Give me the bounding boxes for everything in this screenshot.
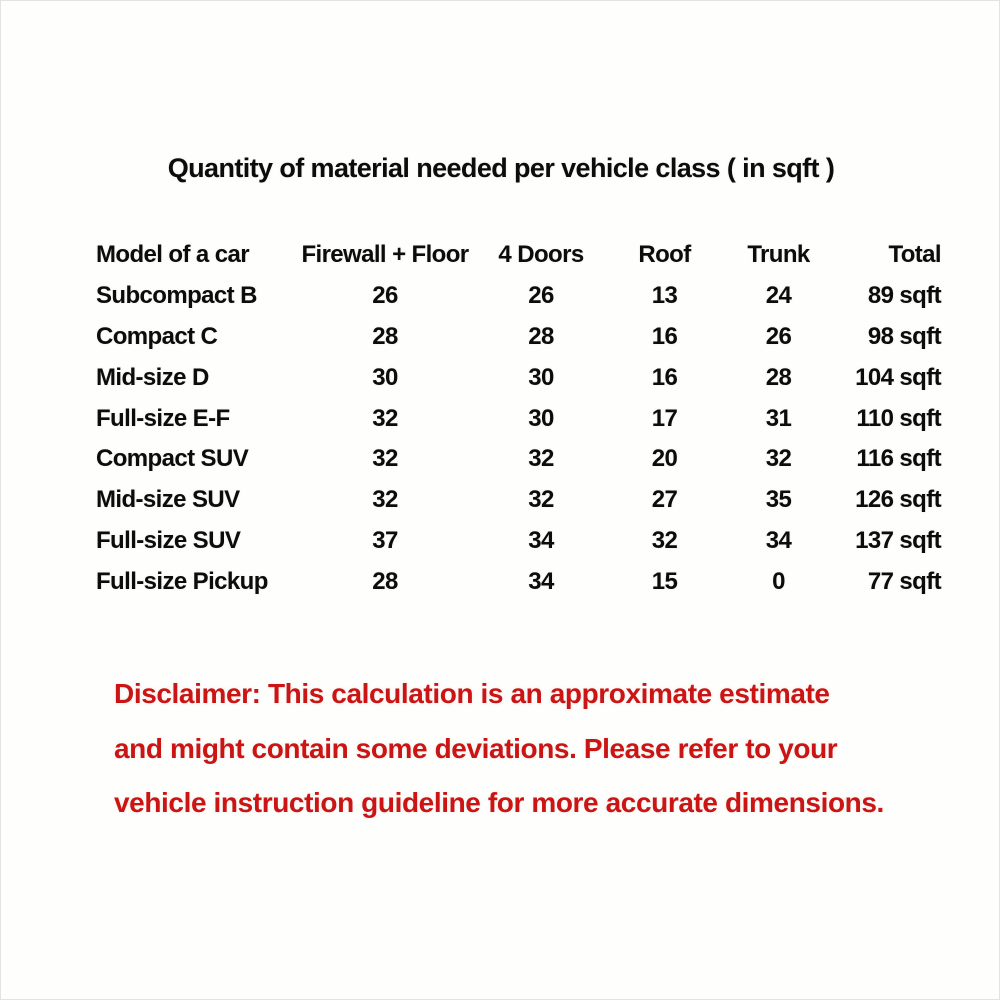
cell-model: Full-size Pickup — [96, 567, 268, 595]
cell-doors: 32 — [528, 486, 554, 514]
cell-roof: 20 — [651, 445, 678, 473]
table-row — [96, 480, 941, 521]
disclaimer-text — [114, 667, 954, 831]
col-header-doors: 4 Doors — [498, 241, 584, 269]
cell-firewall: 28 — [372, 567, 398, 595]
cell-roof: 15 — [651, 567, 678, 595]
cell-doors: 34 — [528, 567, 554, 595]
table-row — [96, 357, 941, 398]
cell-total: 116 sqft — [856, 445, 941, 473]
disclaimer-line-3: vehicle instruction guideline for more accurate dimensions. — [114, 787, 884, 818]
cell-doors: 28 — [528, 322, 554, 350]
material-table — [96, 235, 941, 602]
cell-doors: 30 — [528, 404, 554, 432]
cell-firewall: 32 — [372, 445, 398, 473]
cell-firewall: 26 — [372, 282, 398, 310]
cell-model: Full-size SUV — [96, 526, 241, 554]
table-row — [96, 398, 941, 439]
cell-trunk: 28 — [765, 363, 792, 391]
page-title: Quantity of material needed per vehicle class ( in sqft ) — [167, 153, 835, 183]
cell-total: 104 sqft — [855, 363, 941, 391]
cell-trunk: 31 — [765, 404, 792, 432]
cell-roof: 16 — [651, 363, 678, 391]
cell-model: Mid-size D — [96, 363, 209, 391]
table-row — [96, 439, 941, 480]
cell-total: 137 sqft — [855, 526, 941, 554]
cell-firewall: 37 — [372, 526, 398, 554]
cell-roof: 32 — [651, 526, 678, 554]
col-header-total: Total — [888, 241, 941, 269]
cell-model: Compact C — [96, 322, 218, 350]
table-header-row — [96, 235, 941, 276]
cell-trunk: 0 — [772, 567, 785, 595]
cell-total: 89 sqft — [867, 282, 941, 310]
col-header-trunk: Trunk — [747, 241, 810, 269]
cell-total: 126 sqft — [855, 486, 941, 514]
cell-total: 98 sqft — [867, 322, 941, 350]
cell-roof: 16 — [651, 322, 678, 350]
table-row — [96, 317, 941, 358]
cell-doors: 32 — [528, 445, 554, 473]
cell-doors: 30 — [528, 363, 554, 391]
cell-firewall: 32 — [372, 404, 398, 432]
cell-model: Mid-size SUV — [96, 486, 240, 514]
cell-trunk: 35 — [765, 486, 792, 514]
cell-firewall: 28 — [372, 322, 398, 350]
cell-roof: 13 — [651, 282, 678, 310]
cell-model: Full-size E-F — [96, 404, 230, 432]
cell-roof: 27 — [651, 486, 678, 514]
col-header-model: Model of a car — [96, 241, 249, 269]
table-row — [96, 561, 941, 602]
cell-trunk: 26 — [765, 322, 792, 350]
cell-firewall: 32 — [372, 486, 398, 514]
cell-trunk: 34 — [765, 526, 792, 554]
col-header-roof: Roof — [638, 241, 691, 269]
cell-model: Compact SUV — [96, 445, 249, 473]
disclaimer-line-2: and might contain some deviations. Please refer to your — [114, 732, 838, 764]
disclaimer-line-1: Disclaimer: This calculation is an approximate estimate — [114, 678, 830, 709]
cell-doors: 26 — [528, 282, 554, 310]
cell-total: 77 sqft — [867, 567, 941, 595]
col-header-firewall: Firewall + Floor — [301, 241, 469, 269]
cell-total: 110 sqft — [856, 404, 941, 432]
cell-firewall: 30 — [372, 363, 398, 391]
cell-roof: 17 — [651, 404, 678, 432]
table-row — [96, 521, 941, 562]
table-row — [96, 276, 941, 317]
cell-trunk: 24 — [765, 282, 792, 310]
cell-doors: 34 — [528, 526, 554, 554]
cell-model: Subcompact B — [96, 282, 257, 310]
cell-trunk: 32 — [765, 445, 792, 473]
